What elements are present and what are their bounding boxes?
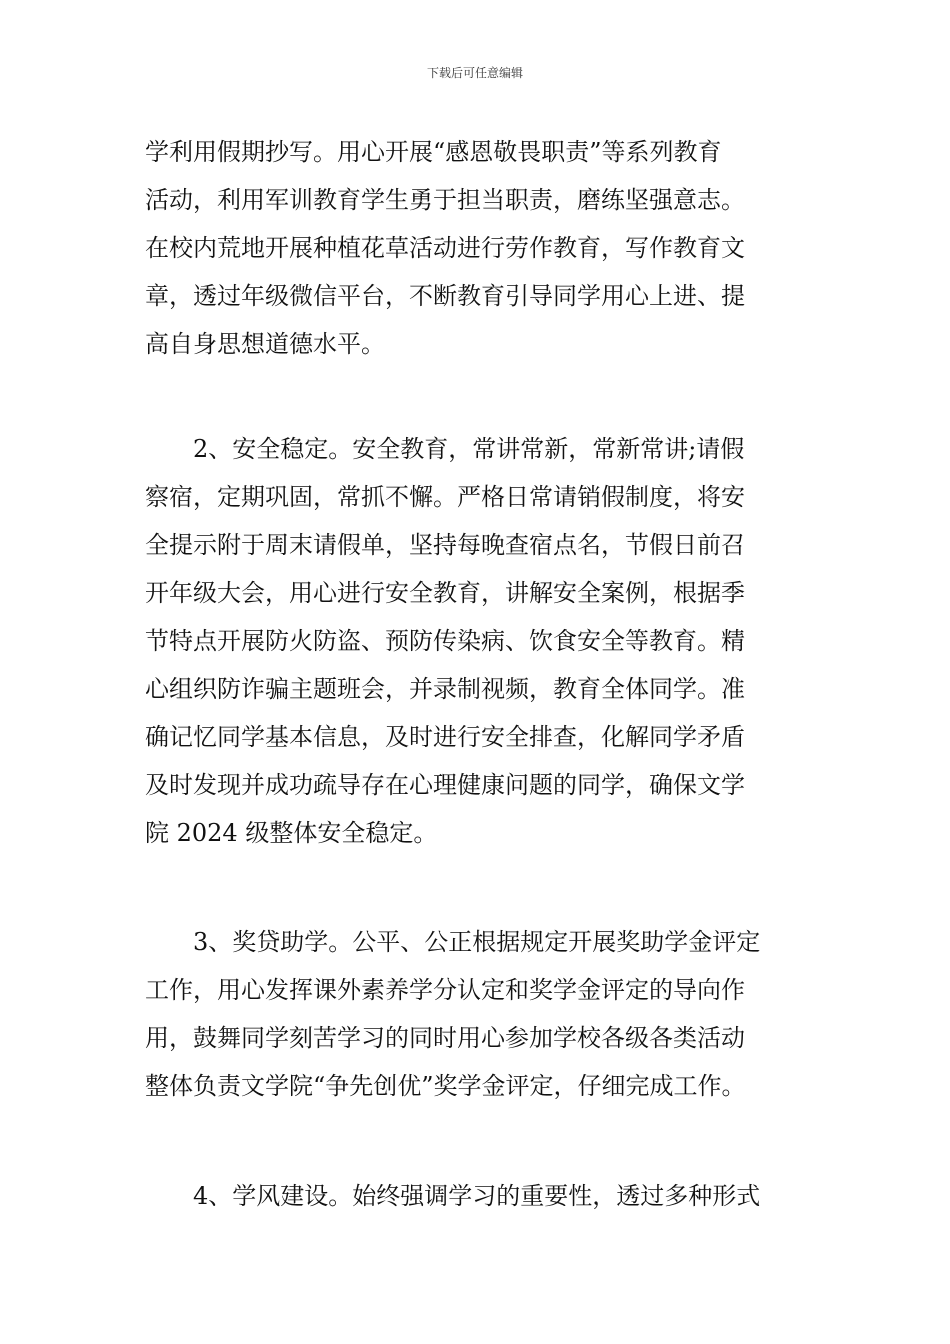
text-line: 及时发现并成功疏导存在心理健康问题的同学，确保文学 [145, 771, 745, 799]
text-line: 在校内荒地开展种植花草活动进行劳作教育，写作教育文 [145, 234, 745, 262]
paragraph-moral-education [145, 128, 810, 368]
text-line: 开年级大会，用心进行安全教育，讲解安全案例，根据季 [145, 579, 745, 607]
text-line: 节特点开展防火防盗、预防传染病、饮食安全等教育。精 [145, 627, 745, 655]
text-line: 高自身思想道德水平。 [145, 330, 385, 358]
text-line: 院 2024 级整体安全稳定。 [145, 819, 438, 847]
text-line: 工作，用心发挥课外素养学分认定和奖学金评定的导向作 [145, 976, 745, 1004]
text-line: 2、安全稳定。安全教育，常讲常新，常新常讲;请假 [193, 435, 745, 463]
text-line: 全提示附于周末请假单，坚持每晚查宿点名，节假日前召 [145, 531, 745, 559]
page-header: 下载后可任意编辑 [426, 66, 523, 80]
text-line: 4、学风建设。始终强调学习的重要性，透过多种形式 [193, 1182, 761, 1210]
text-line: 3、奖贷助学。公平、公正根据规定开展奖助学金评定 [193, 928, 761, 956]
text-line: 心组织防诈骗主题班会，并录制视频，教育全体同学。准 [145, 675, 745, 703]
text-line: 察宿，定期巩固，常抓不懈。严格日常请销假制度，将安 [145, 483, 745, 511]
paragraph-scholarship-aid [145, 918, 810, 1110]
paragraph-safety-stability [145, 425, 810, 857]
text-line: 章，透过年级微信平台，不断教育引导同学用心上进、提 [145, 282, 745, 310]
paragraph-study-style [145, 1172, 810, 1220]
text-line: 学利用假期抄写。用心开展“感恩敬畏职责”等系列教育 [145, 138, 722, 166]
text-line: 整体负责文学院“争先创优”奖学金评定，仔细完成工作。 [145, 1072, 746, 1100]
text-line: 确记忆同学基本信息，及时进行安全排查，化解同学矛盾 [145, 723, 745, 751]
text-line: 活动，利用军训教育学生勇于担当职责，磨练坚强意志。 [145, 186, 745, 214]
text-line: 用，鼓舞同学刻苦学习的同时用心参加学校各级各类活动 [145, 1024, 745, 1052]
